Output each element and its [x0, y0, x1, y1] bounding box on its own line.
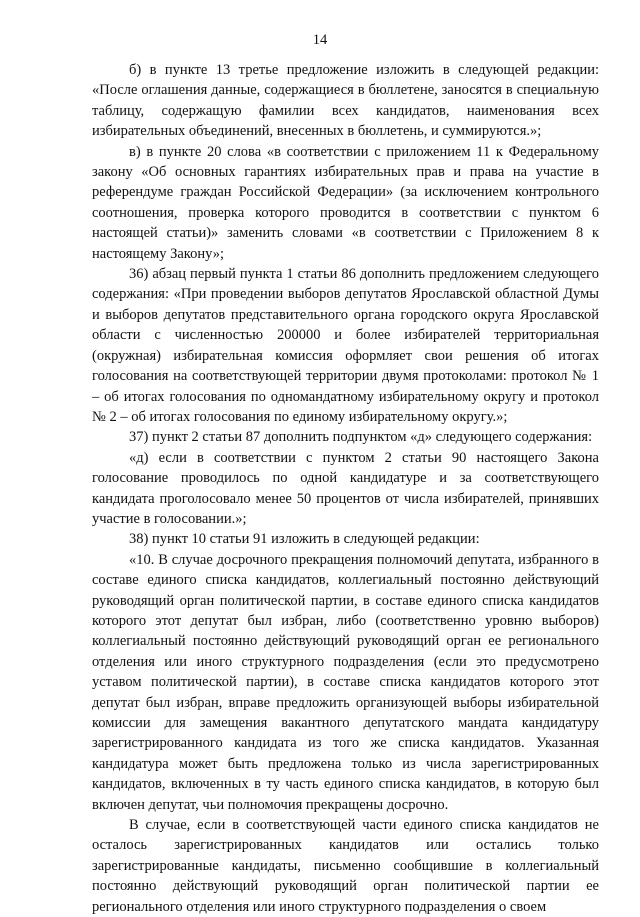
paragraph-b-clause-13: б) в пункте 13 третье предложение изложить в следующей редакции: «После оглашения данные, содержащиеся в бюллетене, заносятся в специальную таблицу, содержащую фамилии всех кандидатов, наименования всех избирательных объединений, внесенных в бюллетень, и суммируются.»; [92, 62, 599, 140]
paragraph-clause-10-text: «10. В случае досрочного прекращения полномочий депутата, избранного в составе единого списка кандидатов, коллегиальный постоянно действующий руководящий орган политической партии, в составе единого списка кандидатов которого этот депутат был избран, либо (соответственно уровню выборов) коллегиальный постоянно действующий руководящий орган ее регионального отделения или иного структурного подразделения (если это предусмотрено уставом политической партии), в составе списка кандидатов которого этот депутат был избран, вправе предложить организующей выборы избирательной комиссии для замещения вакантного депутатского мандата кандидатуру зарегистрированного кандидата из того же списка кандидатов. Указанная кандидатура может быть предложена только из числа зарегистрированных кандидатов, включенных в ту часть единого списка кандидатов, в которую был включен депутат, чьи полномочия прекращены досрочно. [92, 551, 599, 813]
paragraph-37-article-87: 37) пункт 2 статьи 87 дополнить подпунктом «д» следующего содержания: [129, 429, 593, 446]
paragraph-38-article-91: 38) пункт 10 статьи 91 изложить в следующей редакции: [129, 531, 480, 548]
paragraph-36-article-86: 36) абзац первый пункта 1 статьи 86 дополнить предложением следующего содержания: «При проведении выборов депутатов Ярославской областной Думы и выборов депутатов представительного органа городского округа Ярославской области с численностью 200000 и более избирателей территориальная (окружная) избирательная комиссия оформляет свои решения об итогах голосования на соответствующей территории двумя протоколами: протокол № 1 – об итогах голосования по одномандатному избирательному округу и протокол № 2 – об итогах голосования по единому избирательному округу.»; [92, 266, 599, 425]
document-body [92, 60, 599, 917]
paragraph-v-clause-20: в) в пункте 20 слова «в соответствии с приложением 11 к Федеральному закону «Об основных гарантиях избирательных прав и права на участие в референдуме граждан Российской Федерации» (за исключением контрольного соотношения, проверка которого проводится в соответствии с пунктом 6 настоящей статьи)» заменить словами «в соответствии с Приложением 8 к настоящему Закону»; [92, 143, 599, 262]
page-number: 14 [312, 32, 328, 48]
paragraph-clause-10-continuation: В случае, если в соответствующей части единого списка кандидатов не осталось зарегистрированных кандидатов или остались только зарегистрированные кандидаты, письменно сообщившие в коллегиальный постоянно действующий руководящий орган политической партии ее регионального отделения или иного структурного подразделения о своем [92, 817, 599, 915]
paragraph-subclause-d: «д) если в соответствии с пунктом 2 статьи 90 настоящего Закона голосование проводилось по одной кандидатуре и за соответствующего кандидата проголосовало менее 50 процентов от числа избирателей, принявших участие в голосовании.»; [92, 449, 599, 527]
